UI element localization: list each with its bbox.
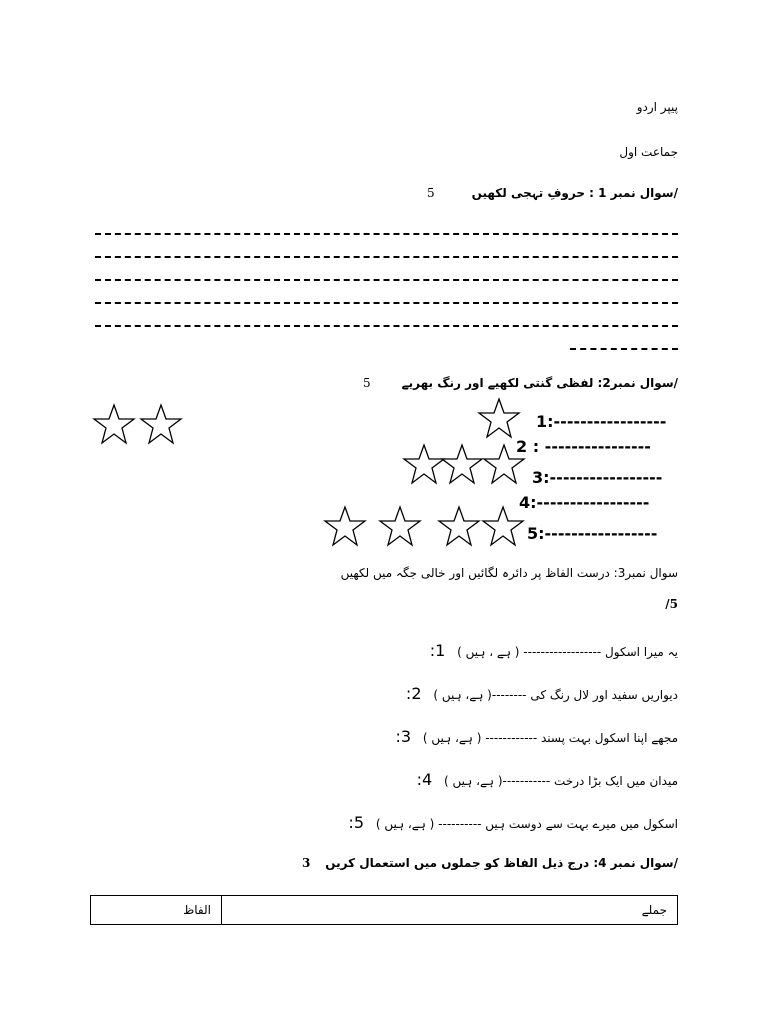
q3-item-num: 1: [429, 641, 446, 660]
q1-heading: /سوال نمبر 1 : حروفِ تہجی لکھیں [471, 186, 678, 200]
q3-item-num: 4: [416, 770, 433, 789]
q2-row-3: 3:----------------- [532, 468, 663, 487]
q3-item-text: میدان میں ایک بڑا درخت -----------( ہے، ہیں ) [444, 774, 678, 788]
star-icon [483, 507, 523, 545]
q3-item-num: 2: [405, 684, 422, 703]
star-icon [141, 405, 181, 443]
writing-line [95, 325, 678, 327]
q3-item-5 [348, 813, 678, 832]
writing-line [95, 302, 678, 304]
star-icon [380, 507, 420, 545]
q4-col-sentences: جملے [222, 896, 678, 925]
q2-row-5: 5:----------------- [527, 524, 658, 543]
star-icon [404, 445, 444, 483]
writing-line [570, 348, 678, 350]
q4-heading: /سوال نمبر 4: درج ذیل الفاظ کو جملوں میں استعمال کریں [325, 856, 678, 870]
q3-item-3 [395, 727, 678, 746]
paper-title: پیپر اردو [636, 100, 678, 114]
q4-table [90, 895, 678, 925]
star-icon [94, 405, 134, 443]
q3-item-text: دیواریں سفید اور لال رنگ کی --------( ہے، ہیں ) [433, 688, 678, 702]
q2-row-1: 1:----------------- [536, 412, 667, 431]
q4-col-words: الفاظ [91, 896, 222, 925]
q3-item-num: 5: [348, 813, 364, 832]
star-icon [439, 507, 479, 545]
writing-line [95, 256, 678, 258]
star-icon [325, 507, 365, 545]
q3-item-1 [430, 641, 678, 660]
q2-row-2: 2 : ---------------- [516, 437, 651, 456]
grade-label: جماعت اول [619, 145, 678, 159]
star-icon [442, 445, 482, 483]
q3-item-4 [417, 770, 678, 789]
q2-heading: /سوال نمبر2: لفظی گنتی لکھیے اور رنگ بھریے [401, 376, 678, 390]
q1-marks: 5 [427, 186, 435, 200]
q3-item-text: مجھے اپنا اسکول بہت پسند ------------ ( ہے، ہیں ) [422, 731, 678, 745]
q3-item-text: اسکول میں میرے بہت سے دوست ہیں ---------- ( ہے، ہیں ) [375, 817, 678, 831]
q3-marks: 5/ [665, 597, 678, 611]
q3-heading: سوال نمبر3: درست الفاظ پر دائرہ لگائیں اور خالی جگہ میں لکھیں [340, 566, 678, 580]
q3-item-text: یہ میرا اسکول ------------------ ( ہے ، ہیں ) [457, 645, 678, 659]
q2-marks: 5 [363, 376, 371, 390]
writing-line [95, 233, 678, 235]
q3-item-num: 3: [395, 727, 412, 746]
q4-marks: 3 [302, 856, 311, 870]
writing-line [95, 279, 678, 281]
q3-item-2 [406, 684, 678, 703]
star-icon [479, 399, 519, 437]
q2-row-4: 4:----------------- [519, 493, 650, 512]
